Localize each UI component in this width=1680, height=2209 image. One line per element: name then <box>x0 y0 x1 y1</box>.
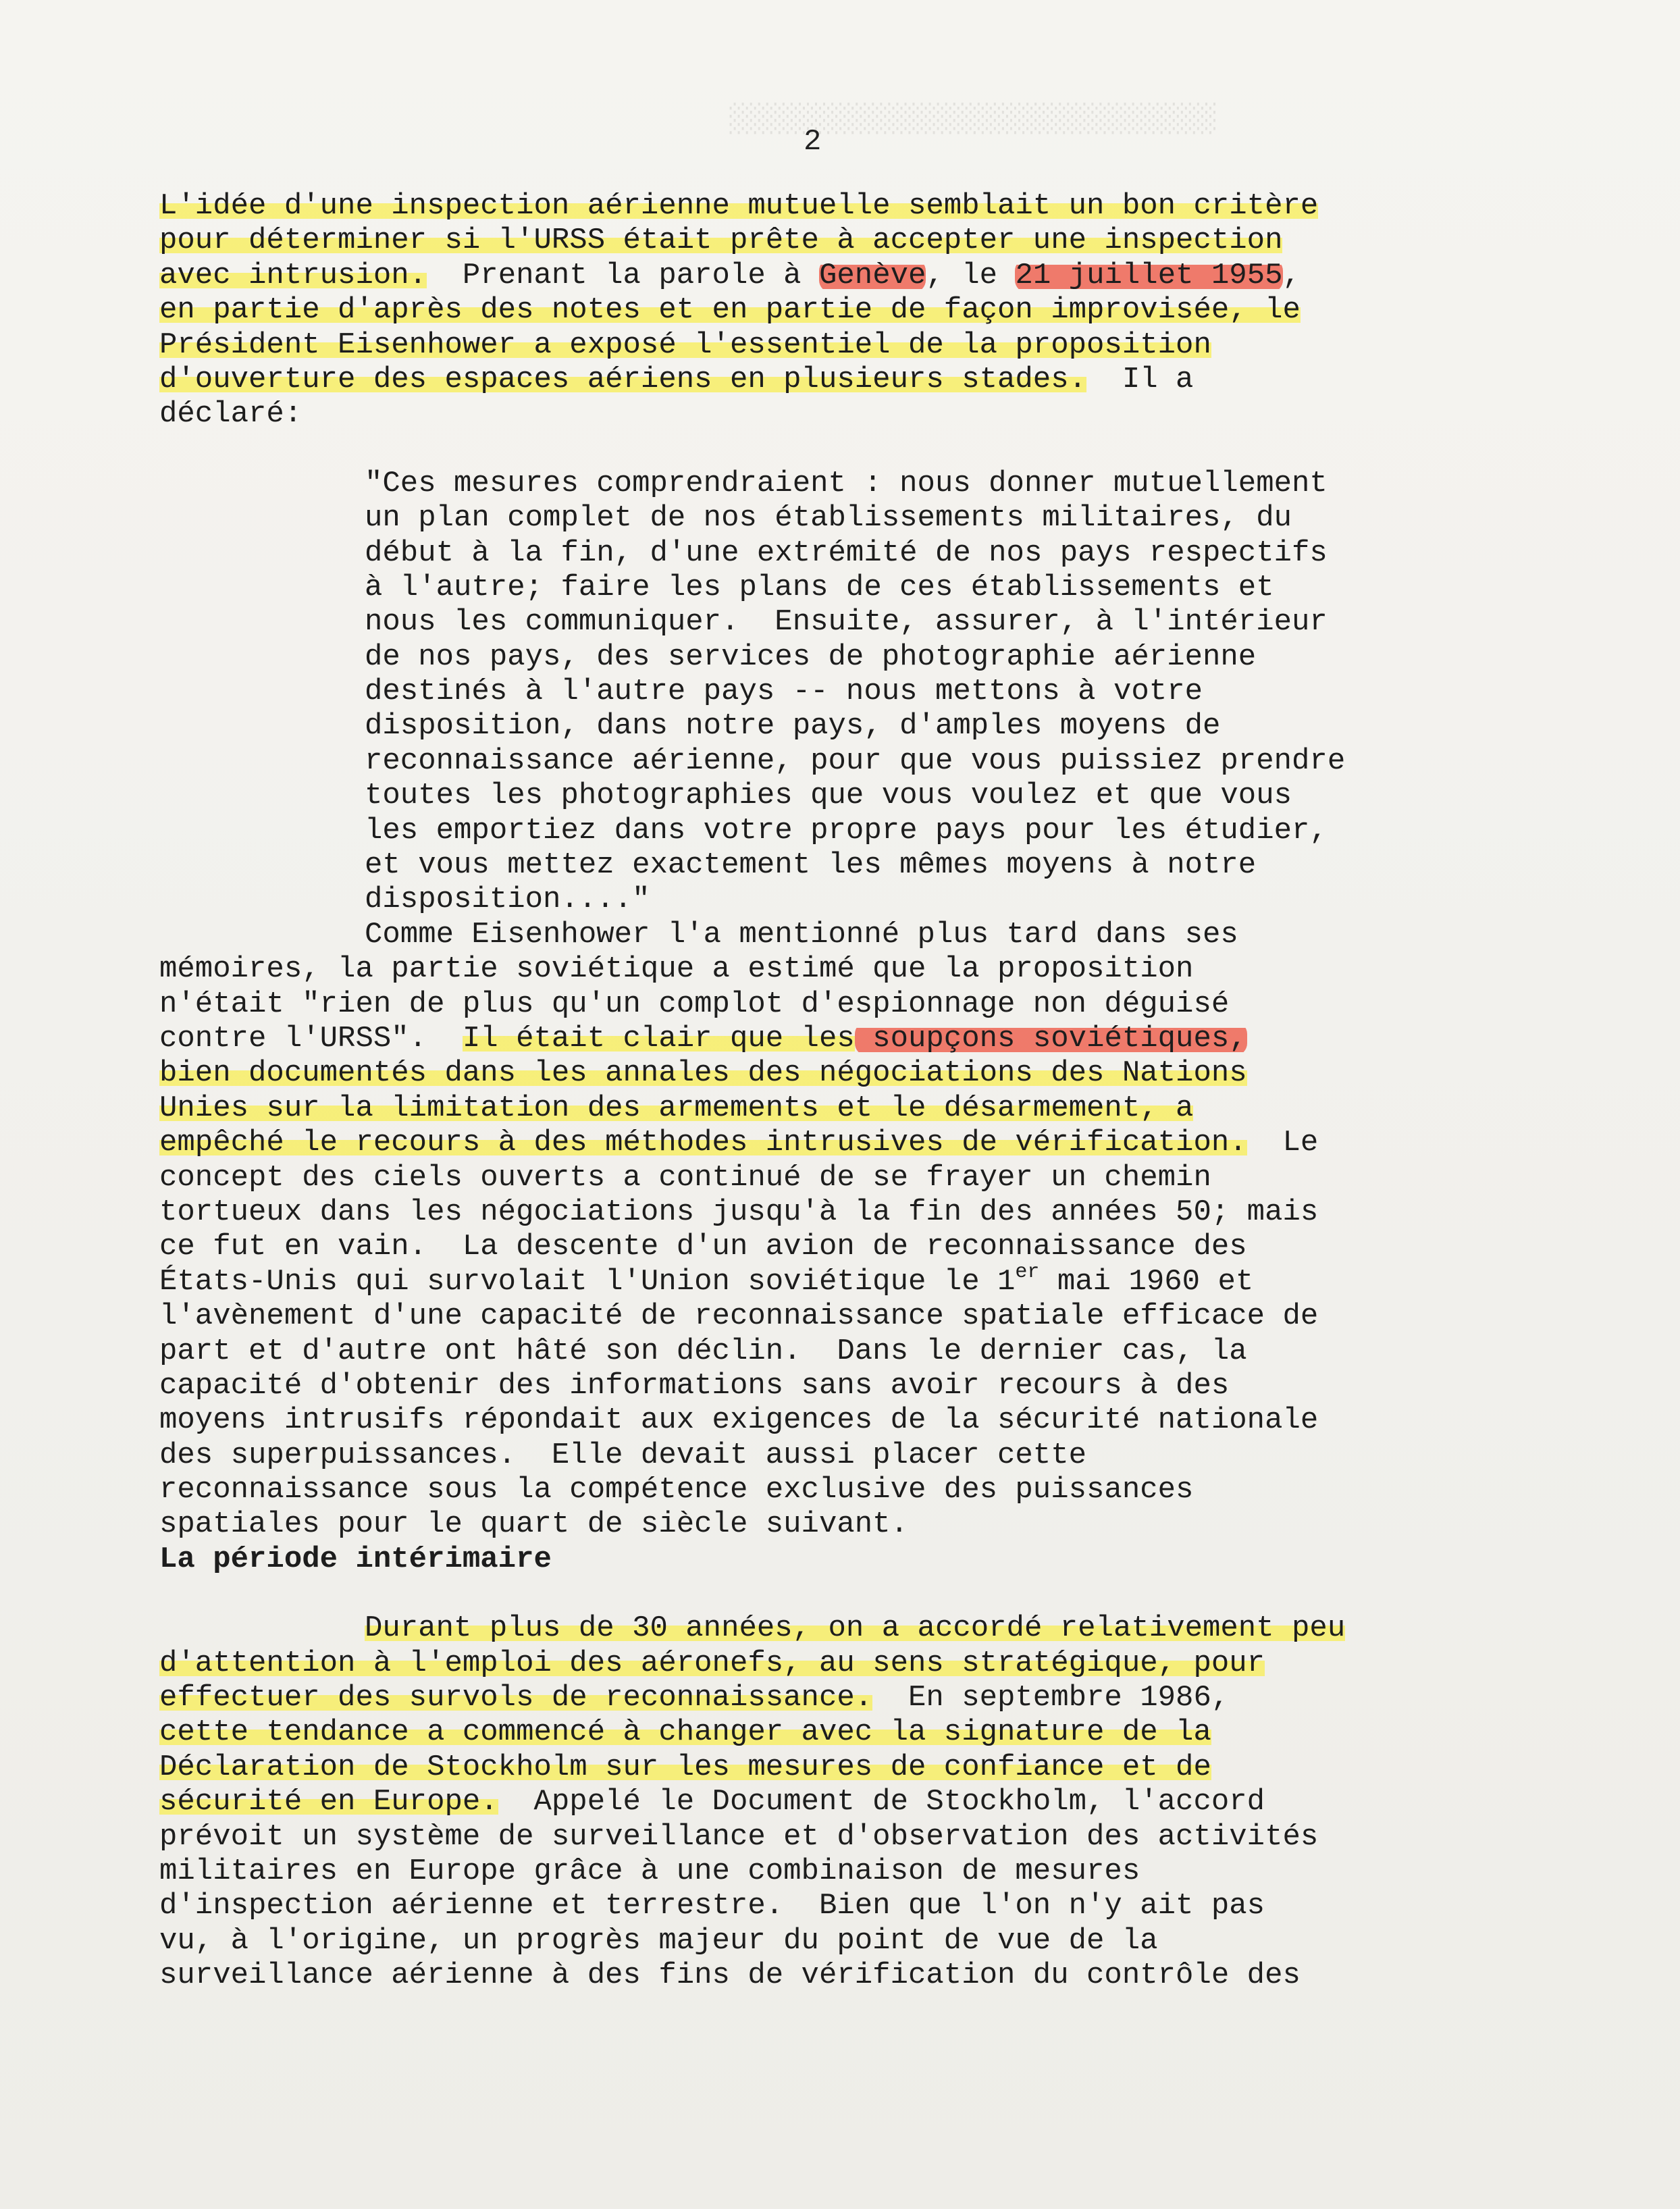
paragraph-1 <box>159 189 1523 432</box>
quote-line: disposition...." <box>365 883 650 917</box>
text-line <box>159 1646 1523 1681</box>
page-number: 2 <box>804 125 822 159</box>
text-line <box>159 1126 1523 1160</box>
yellow-highlight: empêché le recours à des méthodes intrusives de vérification. <box>159 1126 1247 1160</box>
text-segment: États-Unis qui survolait l'Union soviétique le 1 <box>159 1264 1016 1299</box>
eisenhower-quote <box>159 467 1523 918</box>
quote-line: destinés à l'autre pays -- nous mettons à votre <box>365 675 1203 709</box>
quote-line: "Ces mesures comprendraient : nous donner mutuellement <box>365 466 1328 500</box>
quote-line: les emportiez dans votre propre pays pour les étudier, <box>365 813 1328 848</box>
text-line <box>159 363 1523 397</box>
text-segment: Il a <box>1086 362 1194 396</box>
yellow-highlight: Président Eisenhower a exposé l'essentiel de la proposition <box>159 328 1211 362</box>
text-line <box>159 1260 1523 1299</box>
text-line: des superpuissances. Elle devait aussi placer cette <box>159 1438 1087 1472</box>
yellow-highlight: sécurité en Europe. <box>159 1785 498 1819</box>
yellow-highlight: effectuer des survols de reconnaissance. <box>159 1681 873 1715</box>
text-segment: En septembre 1986, <box>872 1681 1230 1715</box>
text-line <box>159 1681 1523 1715</box>
text-line: reconnaissance sous la compétence exclusive des puissances <box>159 1473 1194 1507</box>
yellow-highlight: Il était clair que les <box>462 1021 855 1056</box>
text-segment: , le <box>926 258 1016 292</box>
red-highlight-geneva: Genève <box>818 258 926 292</box>
quote-line: nous les communiquer. Ensuite, assurer, à l'intérieur <box>365 605 1328 640</box>
text-line: moyens intrusifs répondait aux exigences de la sécurité nationale <box>159 1403 1319 1438</box>
text-segment: Prenant la parole à <box>427 258 819 292</box>
quote-line: de nos pays, des services de photographie aérienne <box>365 640 1257 674</box>
heading-text: La période intérimaire <box>159 1542 552 1576</box>
text-line: spatiales pour le quart de siècle suivant. <box>159 1507 908 1542</box>
text-line: part et d'autre ont hâté son déclin. Dans le dernier cas, la <box>159 1334 1247 1368</box>
text-line <box>159 293 1523 328</box>
text-line <box>159 224 1523 258</box>
quote-line: un plan complet de nos établissements militaires, du <box>365 501 1292 536</box>
text-line <box>159 1091 1523 1126</box>
text-line <box>159 1611 1523 1646</box>
text-line: ce fut en vain. La descente d'un avion de reconnaissance des <box>159 1230 1247 1264</box>
paragraph-3 <box>159 1611 1523 1993</box>
text-line: surveillance aérienne à des fins de vérification du contrôle des <box>159 1958 1301 1993</box>
spacer <box>159 1577 1523 1611</box>
yellow-highlight: en partie d'après des notes et en partie de façon improvisée, le <box>159 293 1301 328</box>
text-line <box>159 1715 1523 1750</box>
text-line: vu, à l'origine, un progrès majeur du point de vue de la <box>159 1923 1158 1958</box>
text-line: d'inspection aérienne et terrestre. Bien que l'on n'y ait pas <box>159 1889 1265 1923</box>
red-highlight-soupcons: soupçons soviétiques, <box>854 1021 1247 1056</box>
text-line: concept des ciels ouverts a continué de se frayer un chemin <box>159 1160 1211 1195</box>
paragraph-2 <box>159 918 1523 1542</box>
text-line: déclaré: <box>159 397 303 432</box>
quote-line: toutes les photographies que vous voulez et que vous <box>365 779 1292 813</box>
quote-line: et vous mettez exactement les mêmes moyens à notre <box>365 848 1257 883</box>
yellow-highlight: d'ouverture des espaces aériens en plusieurs stades. <box>159 362 1087 396</box>
text-line <box>159 259 1523 293</box>
text-segment: Appelé le Document de Stockholm, l'accord <box>498 1785 1265 1819</box>
yellow-highlight: bien documentés dans les annales des négociations des Nations <box>159 1056 1247 1091</box>
text-line <box>159 328 1523 363</box>
text-line <box>159 189 1523 224</box>
yellow-highlight: Durant plus de 30 années, on a accordé relativement peu <box>365 1611 1346 1646</box>
superscript: er <box>1015 1260 1040 1284</box>
text-line: l'avènement d'une capacité de reconnaissance spatiale efficace de <box>159 1299 1319 1334</box>
margin-stamp <box>1546 1715 1627 2134</box>
quote-line: à l'autre; faire les plans de ces établissements et <box>365 570 1274 604</box>
text-line: tortueux dans les négociations jusqu'à la fin des années 50; mais <box>159 1195 1319 1229</box>
text-segment: contre l'URSS". <box>159 1021 463 1056</box>
text-line: Comme Eisenhower l'a mentionné plus tard dans ses <box>365 917 1238 952</box>
text-line <box>159 1750 1523 1785</box>
quote-line: début à la fin, d'une extrémité de nos pays respectifs <box>365 536 1328 570</box>
text-line: militaires en Europe grâce à une combinaison de mesures <box>159 1854 1140 1888</box>
text-line <box>159 1022 1523 1056</box>
text-line: n'était "rien de plus qu'un complot d'espionnage non déguisé <box>159 987 1230 1021</box>
section-heading <box>159 1542 1523 1577</box>
yellow-highlight: Unies sur la limitation des armements et le désarmement, a <box>159 1091 1194 1125</box>
text-line <box>159 1056 1523 1091</box>
yellow-highlight: avec intrusion. <box>159 258 427 292</box>
text-line <box>159 1785 1523 1819</box>
yellow-highlight: d'attention à l'emploi des aéronefs, au sens stratégique, pour <box>159 1646 1265 1680</box>
show-through-text: ░░░░░░░░░░░░░░░░░░░░░░░░░░░░░░ <box>727 103 1215 134</box>
spacer <box>159 432 1523 467</box>
text-line: capacité d'obtenir des informations sans avoir recours à des <box>159 1368 1230 1403</box>
yellow-highlight: cette tendance a commencé à changer avec la signature de la <box>159 1715 1211 1750</box>
document-body <box>159 189 1523 1994</box>
text-segment: Le <box>1246 1126 1319 1160</box>
text-segment: , <box>1282 258 1301 292</box>
text-line: mémoires, la partie soviétique a estimé que la proposition <box>159 952 1194 987</box>
yellow-highlight: pour déterminer si l'URSS était prête à accepter une inspection <box>159 224 1283 258</box>
red-highlight-date: 21 juillet 1955 <box>1015 258 1283 292</box>
text-segment: mai 1960 et <box>1039 1264 1254 1299</box>
yellow-highlight: L'idée d'une inspection aérienne mutuelle semblait un bon critère <box>159 189 1319 223</box>
yellow-highlight: Déclaration de Stockholm sur les mesures de confiance et de <box>159 1750 1211 1784</box>
quote-line: disposition, dans notre pays, d'amples moyens de <box>365 709 1221 744</box>
text-line: prévoit un système de surveillance et d'observation des activités <box>159 1819 1319 1854</box>
quote-line: reconnaissance aérienne, pour que vous puissiez prendre <box>365 744 1346 778</box>
